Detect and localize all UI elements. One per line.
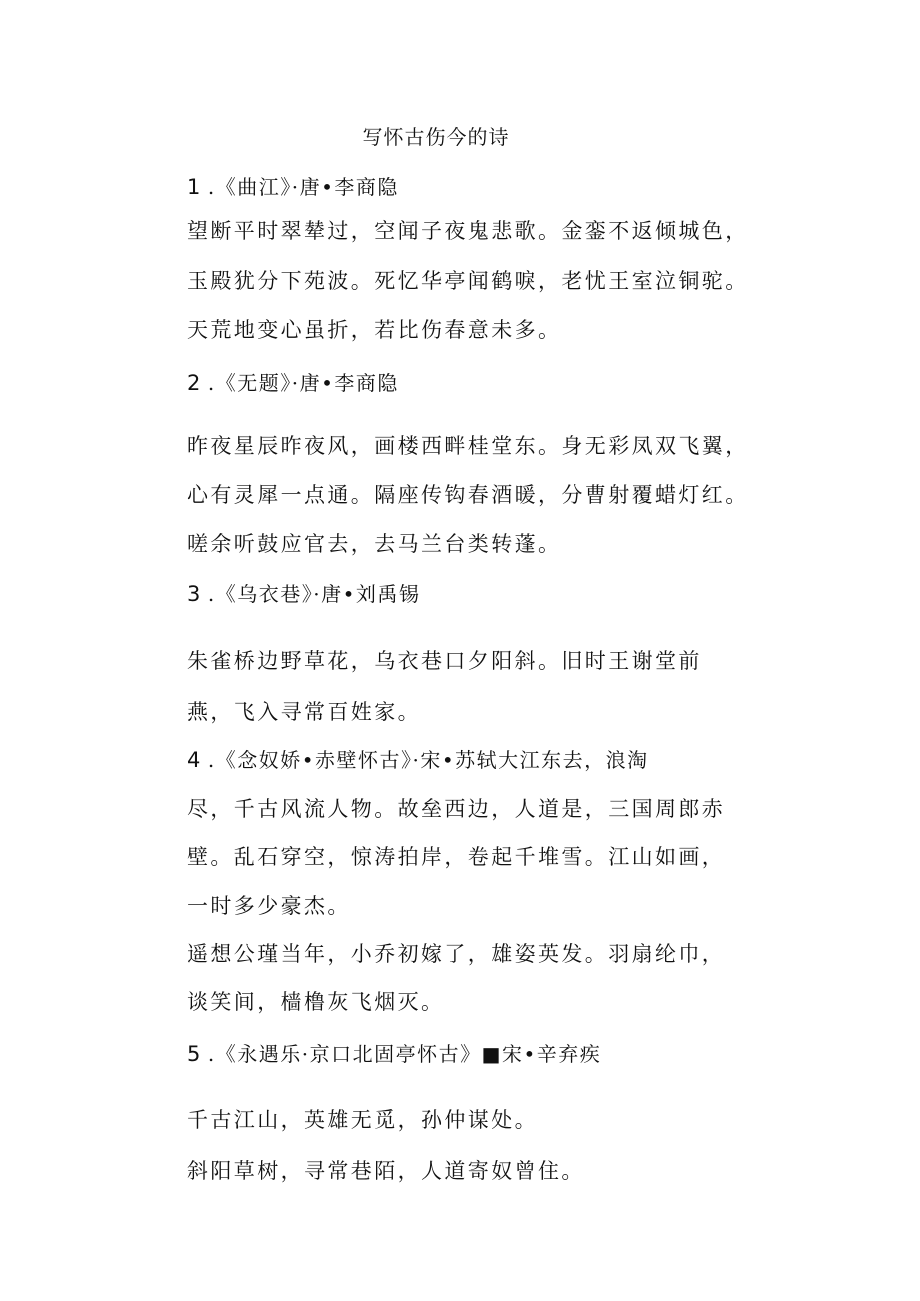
poem-line: 嗟余听鼓应官去，去马兰台类转蓬。 (187, 532, 562, 556)
poem-heading-5 (187, 1040, 601, 1068)
poem-line: 朱雀桥边野草花，乌衣巷口夕阳斜。旧时王谢堂前 (187, 649, 702, 673)
poem-line: 玉殿犹分下苑波。死忆华亭闻鹤唳，老忧王室泣铜驼。 (187, 269, 749, 293)
poem-line: 尽，千古风流人物。故垒西边，人道是，三国周郎赤 (187, 797, 726, 821)
poem-line: 一时多少豪杰。 (187, 894, 351, 918)
poem-line: 天荒地变心虽折，若比伤春意未多。 (187, 318, 562, 342)
poem-line: 壁。乱石穿空，惊涛拍岸，卷起千堆雪。江山如画， (187, 845, 726, 869)
poem-number: 3 (187, 582, 202, 606)
page-title: 写怀古伤今的诗 (362, 125, 510, 149)
poem-number: 1 (187, 175, 202, 199)
poem-line: 谈笑间，樯橹灰飞烟灭。 (187, 990, 445, 1014)
poem-number: 2 (187, 371, 202, 395)
poem-title: .《念奴娇•赤壁怀古》·宋•苏轼大江东去，浪淘 (207, 748, 649, 772)
poem-heading-4 (187, 746, 649, 774)
poem-line: 斜阳草树，寻常巷陌，人道寄奴曾住。 (187, 1159, 585, 1183)
poem-title: .《乌衣巷》·唐•刘禹锡 (207, 582, 421, 606)
poem-title: .《曲江》·唐•李商隐 (207, 175, 399, 199)
poem-line: 遥想公瑾当年，小乔初嫁了，雄姿英发。羽扇纶巾， (187, 942, 726, 966)
poem-heading-1 (187, 173, 399, 201)
poem-title: .《永遇乐·京口北固亭怀古》■宋•辛弃疾 (207, 1042, 602, 1066)
poem-line: 心有灵犀一点通。隔座传钩春酒暖，分曹射覆蜡灯红。 (187, 483, 749, 507)
poem-number: 4 (187, 748, 202, 772)
poem-line: 燕，飞入寻常百姓家。 (187, 700, 421, 724)
poem-line: 望断平时翠辇过，空闻子夜鬼悲歌。金銮不返倾城色， (187, 219, 749, 243)
poem-line: 昨夜星辰昨夜风，画楼西畔桂堂东。身无彩凤双飞翼， (187, 434, 749, 458)
poem-heading-3 (187, 580, 420, 608)
poem-title: .《无题》·唐•李商隐 (207, 371, 399, 395)
poem-number: 5 (187, 1042, 202, 1066)
poem-heading-2 (187, 369, 399, 397)
poem-line: 千古江山，英雄无觅，孙仲谋处。 (187, 1108, 538, 1132)
